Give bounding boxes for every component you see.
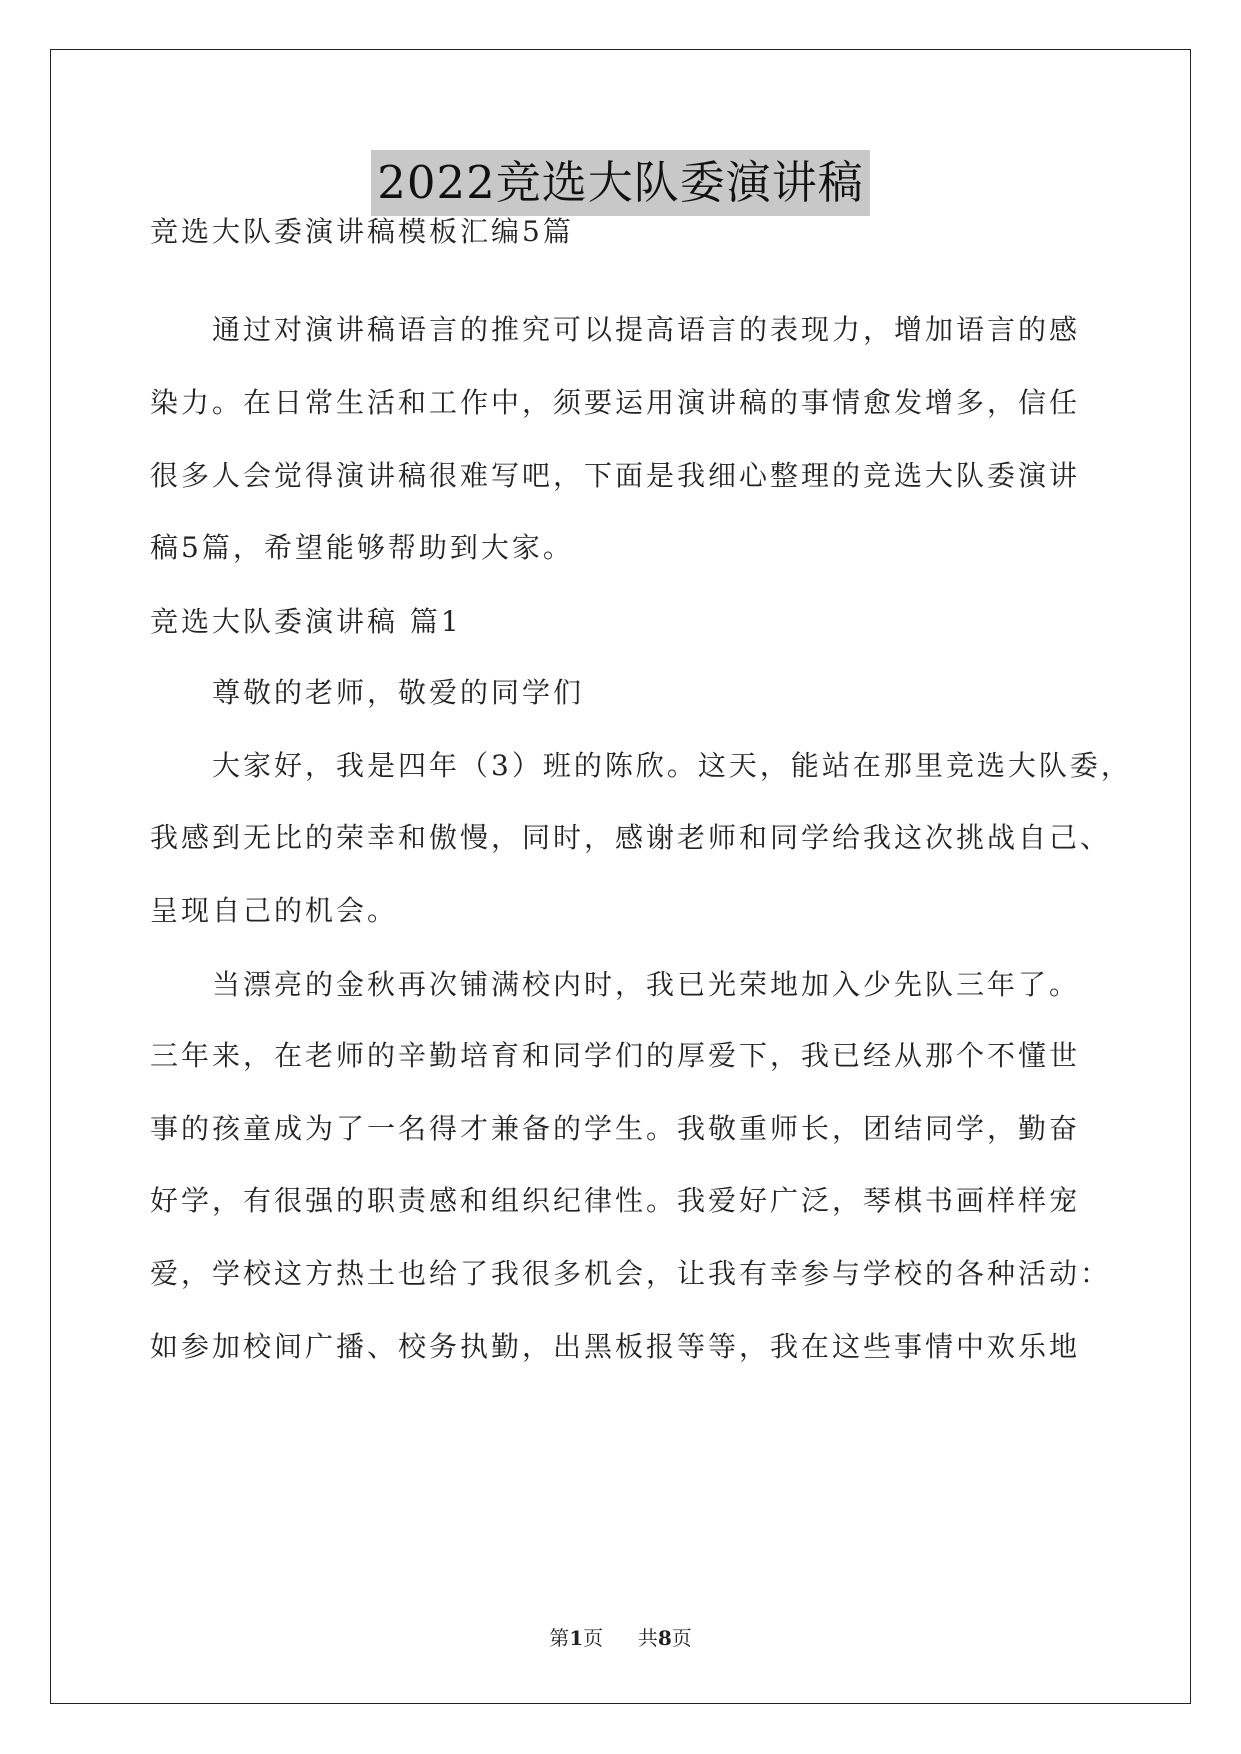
paragraph-line: 如参加校间广播、校务执勤，出黑板报等等，我在这些事情中欢乐地 <box>150 1330 1081 1363</box>
page-footer <box>0 1622 1241 1651</box>
page-label-prefix: 第 <box>549 1626 570 1650</box>
page-label-suffix: 页 <box>583 1626 604 1650</box>
paragraph-line: 当漂亮的金秋再次铺满校内时，我已光荣地加入少先队三年了。 <box>212 968 1081 1001</box>
paragraph-line: 呈现自己的机会。 <box>150 894 399 927</box>
subtitle: 竞选大队委演讲稿模板汇编5篇 <box>150 215 574 248</box>
paragraph-line: 爱，学校这方热土也给了我很多机会，让我有幸参与学校的各种活动： <box>150 1257 1112 1290</box>
paragraph-line: 稿5篇，希望能够帮助到大家。 <box>150 531 574 564</box>
total-label-prefix: 共 <box>637 1626 658 1650</box>
paragraph-line: 三年来，在老师的辛勤培育和同学们的厚爱下，我已经从那个不懂世 <box>150 1039 1081 1072</box>
document-title: 2022竞选大队委演讲稿 <box>371 150 870 216</box>
page-number: 1 <box>569 1626 584 1650</box>
page-border <box>50 49 1191 1704</box>
total-pages: 8 <box>657 1626 672 1650</box>
total-label-suffix: 页 <box>671 1626 692 1650</box>
title-container <box>0 150 1241 216</box>
paragraph-line: 我感到无比的荣幸和傲慢，同时，感谢老师和同学给我这次挑战自己、 <box>150 821 1112 854</box>
salutation: 尊敬的老师，敬爱的同学们 <box>212 676 585 709</box>
paragraph-line: 大家好，我是四年（3）班的陈欣。这天，能站在那里竞选大队委， <box>212 749 1132 782</box>
paragraph-line: 事的孩童成为了一名得才兼备的学生。我敬重师长，团结同学，勤奋 <box>150 1112 1081 1145</box>
paragraph-line: 染力。在日常生活和工作中，须要运用演讲稿的事情愈发增多，信任 <box>150 386 1081 419</box>
paragraph-line: 很多人会觉得演讲稿很难写吧，下面是我细心整理的竞选大队委演讲 <box>150 459 1081 492</box>
paragraph-line: 通过对演讲稿语言的推究可以提高语言的表现力，增加语言的感 <box>212 313 1081 346</box>
section-heading: 竞选大队委演讲稿 篇1 <box>150 605 462 638</box>
paragraph-line: 好学，有很强的职责感和组织纪律性。我爱好广泛，琴棋书画样样宠 <box>150 1184 1081 1217</box>
